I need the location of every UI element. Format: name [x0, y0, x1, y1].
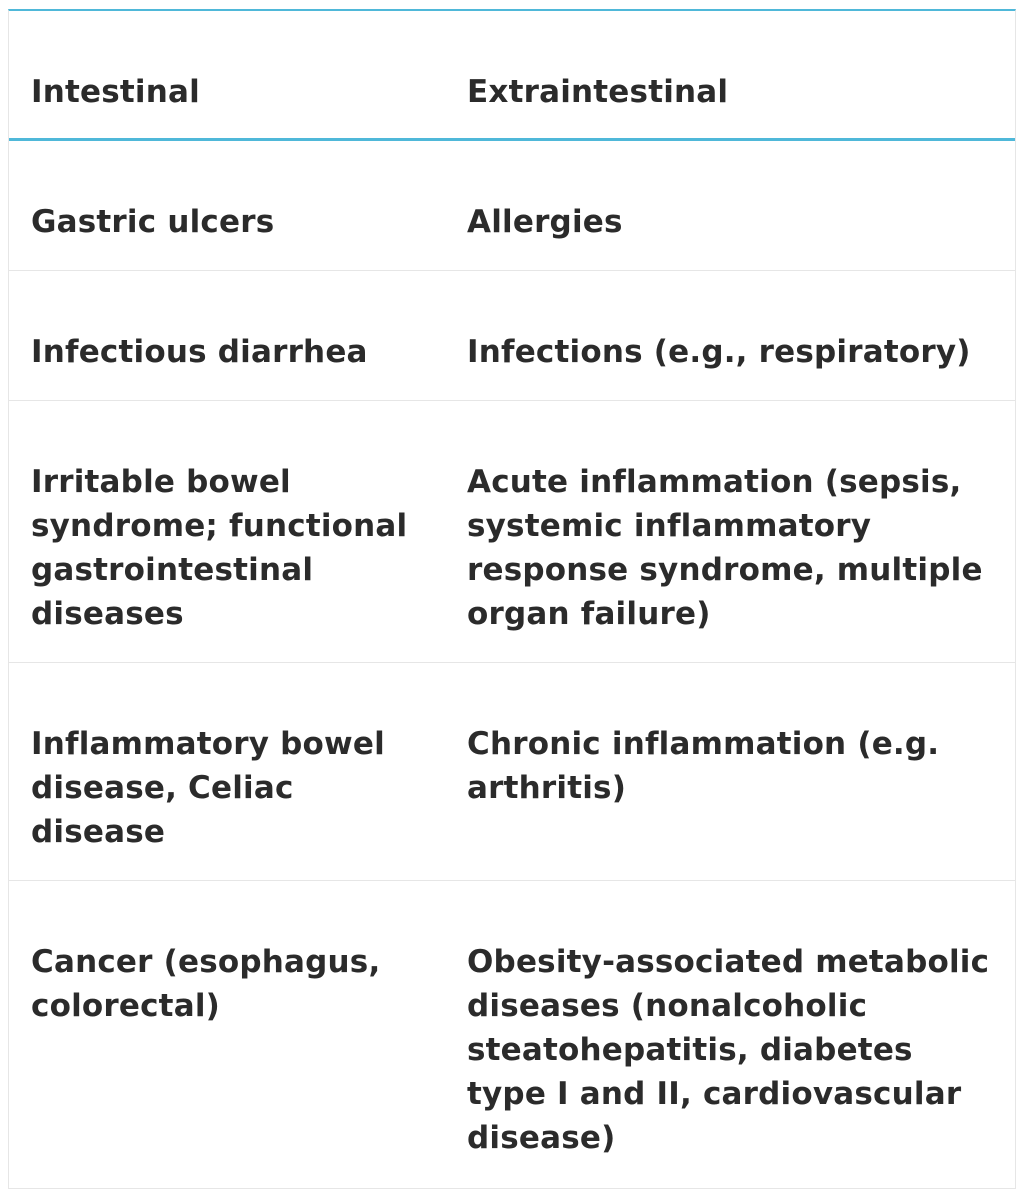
- cell-intestinal: Infectious diarrhea: [9, 270, 445, 400]
- table-row: [9, 270, 1015, 400]
- header-intestinal: Intestinal: [9, 11, 445, 139]
- table-row: [9, 400, 1015, 662]
- cell-extraintestinal: Allergies: [445, 139, 1015, 270]
- cell-intestinal: Gastric ulcers: [9, 139, 445, 270]
- table-body: [9, 139, 1015, 1188]
- cell-intestinal: Inflammatory bowel disease, Celiac disease: [9, 662, 445, 880]
- table-header: [9, 11, 1015, 139]
- cell-extraintestinal: Obesity-associated metabolic diseases (nonalcoholic steatohepatitis, diabetes type I and II, cardiovascular disease): [445, 880, 1015, 1188]
- table-row: [9, 662, 1015, 880]
- cell-extraintestinal: Acute inflammation (sepsis, systemic inflammatory response syndrome, multiple organ failure): [445, 400, 1015, 662]
- table-row: [9, 880, 1015, 1188]
- cell-intestinal: Irritable bowel syndrome; functional gastrointestinal diseases: [9, 400, 445, 662]
- cell-extraintestinal: Infections (e.g., respiratory): [445, 270, 1015, 400]
- cell-intestinal: Cancer (esophagus, colorectal): [9, 880, 445, 1188]
- table-row: [9, 139, 1015, 270]
- disease-table: [9, 11, 1015, 1189]
- cell-extraintestinal: Chronic inflammation (e.g. arthritis): [445, 662, 1015, 880]
- header-row: [9, 11, 1015, 139]
- header-extraintestinal: Extraintestinal: [445, 11, 1015, 139]
- disease-table-container: [8, 9, 1016, 1189]
